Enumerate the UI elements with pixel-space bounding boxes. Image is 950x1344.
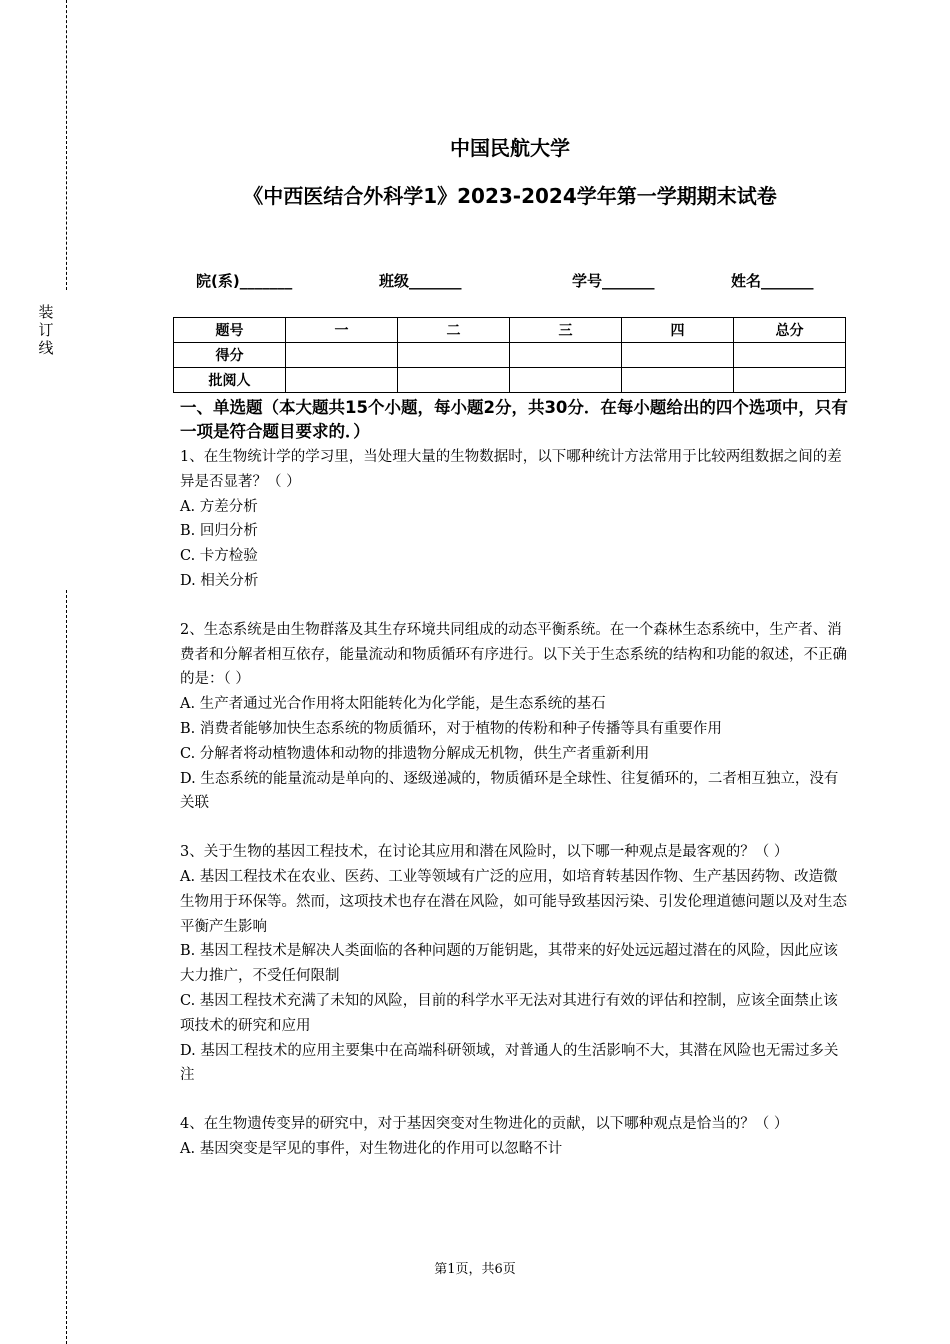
score-cell [734,343,846,368]
reviewer-cell [734,368,846,393]
name-field: 姓名_______ [731,272,814,290]
score-table-header-row [174,318,846,343]
option-a: A. 方差分析 [180,498,258,515]
student-id-field: 学号_______ [572,272,655,290]
section-title: 一、单选题（本大题共15个小题，每小题2分，共30分．在每小题给出的四个选项中，只有一项是符合题目要求的．） [180,398,848,441]
question-3 [180,840,850,1088]
question-stem: 2、生态系统是由生物群落及其生存环境共同组成的动态平衡系统。在一个森林生态系统中，生产者、消费者和分解者相互依存，能量流动和物质循环有序进行。以下关于生态系统的结构和功能的叙述，不正确的是：（ ） [180,621,847,688]
score-cell [622,343,734,368]
score-row [174,343,846,368]
option-d: D. 相关分析 [180,572,259,589]
option-d: D. 基因工程技术的应用主要集中在高端科研领域，对普通人的生活影响不大，其潜在风险也无需过多关注 [180,1042,839,1084]
header-cell: 题号 [174,318,286,343]
reviewer-cell [286,368,398,393]
student-info-row [0,270,950,292]
exam-content [180,396,850,1162]
header-cell: 一 [286,318,398,343]
question-stem: 3、关于生物的基因工程技术，在讨论其应用和潜在风险时，以下哪一种观点是最客观的？（ ） [180,844,789,861]
option-a: A. 基因突变是罕见的事件，对生物进化的作用可以忽略不计 [180,1140,563,1157]
exam-title: 《中西医结合外科学1》2023-2024学年第一学期期末试卷 [243,184,777,208]
reviewer-cell [622,368,734,393]
question-2 [180,618,850,816]
department-field: 院(系)_______ [196,272,293,290]
option-c: C. 基因工程技术充满了未知的风险，目前的科学水平无法对其进行有效的评估和控制，应该全面禁止该项技术的研究和应用 [180,992,838,1034]
score-cell [398,343,510,368]
option-d: D. 生态系统的能量流动是单向的、逐级递减的，物质循环是全球性、往复循环的，二者相互独立，没有关联 [180,770,839,812]
reviewer-row [174,368,846,393]
option-b: B. 基因工程技术是解决人类面临的各种问题的万能钥匙，其带来的好处远远超过潜在的风险，因此应该大力推广，不受任何限制 [180,943,838,985]
header-cell: 总分 [734,318,846,343]
question-4 [180,1112,850,1162]
binding-line-bottom [66,590,67,1344]
option-b: B. 回归分析 [180,523,258,540]
option-a: A. 生产者通过光合作用将太阳能转化为化学能，是生态系统的基石 [180,696,606,713]
question-stem: 1、在生物统计学的学习里，当处理大量的生物数据时，以下哪种统计方法常用于比较两组数据之间的差异是否显著？（ ） [180,449,842,490]
row-label: 得分 [174,343,286,368]
header-cell: 四 [622,318,734,343]
reviewer-cell [398,368,510,393]
option-a: A. 基因工程技术在农业、医药、工业等领域有广泛的应用，如培育转基因作物、生产基因药物、改造微生物用于环保等。然而，这项技术也存在潜在风险，如可能导致基因污染、引发伦理道德问题以及对生态平衡产生影响 [180,868,847,935]
option-c: C. 分解者将动植物遗体和动物的排遗物分解成无机物，供生产者重新利用 [180,745,650,762]
score-table [173,317,846,393]
page-footer: 第1页，共6页 [434,1262,516,1277]
header-cell: 二 [398,318,510,343]
question-1 [180,445,850,594]
reviewer-cell [510,368,622,393]
binding-label: 装订线 [38,303,54,357]
university-title: 中国民航大学 [450,136,570,160]
class-field: 班级_______ [379,272,462,290]
score-cell [510,343,622,368]
option-c: C. 卡方检验 [180,548,258,565]
header-cell: 三 [510,318,622,343]
row-label: 批阅人 [174,368,286,393]
question-stem: 4、在生物遗传变异的研究中，对于基因突变对生物进化的贡献，以下哪种观点是恰当的？（ ） [180,1116,789,1133]
score-cell [286,343,398,368]
option-b: B. 消费者能够加快生态系统的物质循环，对于植物的传粉和种子传播等具有重要作用 [180,720,722,737]
